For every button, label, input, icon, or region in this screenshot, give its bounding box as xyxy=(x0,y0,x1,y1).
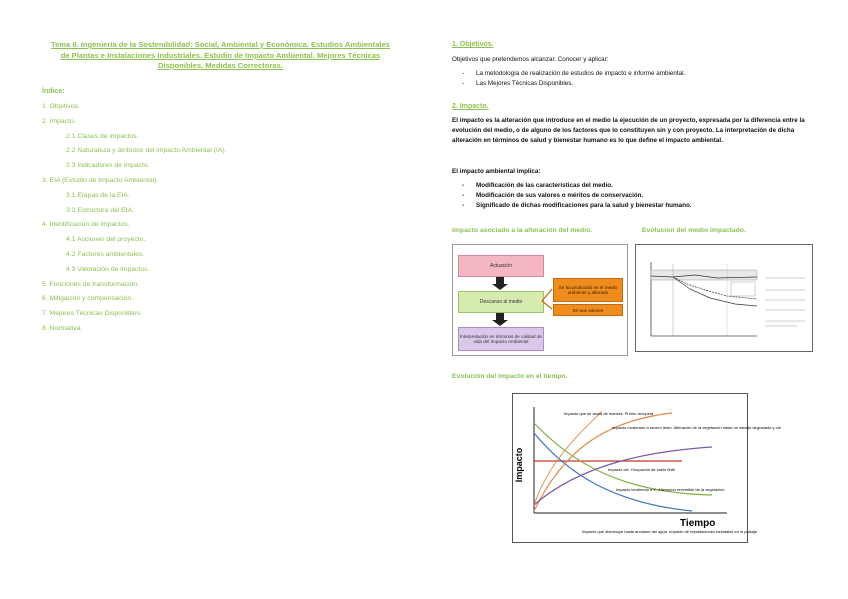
x-axis-label: Tiempo xyxy=(680,518,716,529)
curve-label: Impacto moderado a severo lento. Alteración de la vegetación hasta un estado degradado y cte xyxy=(612,425,781,430)
flow-orange-box-1: Se ha producido en el medio ambiente y alterado xyxy=(553,278,623,302)
toc-item: 3. EIA (Estudio de Impacto Ambiental). xyxy=(42,176,159,184)
figure-2-title: Evolución del medio impactado. xyxy=(642,227,746,234)
flow-orange-box-2: En sus valores xyxy=(553,304,623,316)
objetivos-intro: Objetivos que pretendemos alcanzar. Conocer y aplicar: xyxy=(452,56,609,63)
flow-descanso-box: Descanso al medio xyxy=(458,291,544,313)
curve-label: Impacto que se anula de manera. Pronto recupera xyxy=(564,411,654,416)
list-item: - Significado de dichas modificaciones para la salud y bienestar humano. xyxy=(476,201,836,211)
toc-item: 1. Objetivos. xyxy=(42,103,80,110)
toc-item: 4.3 Valoración de impactos. xyxy=(66,265,150,273)
toc-item: 2. Impacto. xyxy=(42,117,76,125)
list-item: - La metodología de realización de estudios de impacto e informe ambiental. xyxy=(476,69,836,79)
flow-interpretacion-box: Interpretación en términos de calidad de vida del Impacto Ambiental xyxy=(458,327,544,351)
toc-item: 5. Funciones de transformación. xyxy=(42,280,140,288)
list-item: - Las Mejores Técnicas Disponibles. xyxy=(476,79,836,89)
toc-item: 7. Mejores Técnicas Disponibles. xyxy=(42,310,142,318)
flow-actuacion-box: Actuación xyxy=(458,255,544,277)
impacto-implies-intro: El impacto ambiental implica: xyxy=(452,168,541,175)
toc-item: 4. Identificación de impactos. xyxy=(42,221,130,229)
toc-item: 8. Normativa. xyxy=(42,324,83,332)
toc-item: 6. Mitigación y compensación. xyxy=(42,295,134,303)
figure-3-title: Evolución del impacto en el tiempo. xyxy=(452,373,568,380)
evolution-medium-chart xyxy=(635,244,813,352)
list-item: - Modificación de las características del medio. xyxy=(476,181,836,191)
impacto-definition: El impacto es la alteración que introduce en el medio la ejecución de un proyecto, expresada por la diferencia entre la evolución del medio, o de alguno de los factores que lo constituyen sin y con proyecto. La interpretación de dicha alteración en términos de salud y bienestar humano es lo que define el impacto ambiental. xyxy=(452,117,805,144)
toc-item: 4.2 Factores ambientales. xyxy=(66,250,145,258)
document-title: Tema 6. Ingeniería de la Sostenibilidad: Social, Ambiental y Económica. Estudios Ambientales de Plantas e Instalaciones Industriales. Estudio de Impacto Ambiental. Mejores Técnicas Disponibles. Medidas Correctoras. xyxy=(51,40,390,70)
table-of-contents xyxy=(42,100,402,337)
impacto-implies-list xyxy=(452,181,836,211)
impact-time-chart xyxy=(512,393,781,543)
figure-1-title: Impacto asociado a la alteración del medio. xyxy=(452,227,593,234)
toc-item: 4.1 Acciones del proyecto. xyxy=(66,236,146,244)
toc-heading: Índice: xyxy=(42,88,65,95)
section-objetivos-heading: 1. Objetivos. xyxy=(452,41,494,48)
branch-arrow-icon xyxy=(542,285,554,315)
curve-label: Impacto que disminuye hasta anularse del agua. Impacto de repoblaciones forestales en el paisaje xyxy=(582,529,757,534)
toc-item: 2.1 Clases de impactos. xyxy=(66,132,139,140)
list-item: - Modificación de sus valores o méritos de conservación. xyxy=(476,191,836,201)
y-axis-label: Impacto xyxy=(514,447,524,483)
curve-label: Impacto cte. Ocupación de suelo fértil xyxy=(608,467,675,472)
objetivos-list xyxy=(452,69,836,89)
down-arrow-icon xyxy=(496,277,504,284)
toc-item: 3.1 Etapas de la EIA. xyxy=(66,191,130,199)
toc-item: 2.3 Indicadores de impacto. xyxy=(66,162,150,170)
toc-item: 2.2 Naturaleza y atributos del impacto Ambiental (IA). xyxy=(66,147,227,155)
curve-label: Impacto tendiendo a K. Alteración reversible de la vegetación xyxy=(616,487,725,492)
down-arrow-icon xyxy=(496,313,504,320)
toc-item: 3.2 Estructura del EIA. xyxy=(66,206,135,214)
section-impacto-heading: 2. Impacto. xyxy=(452,103,489,110)
flow-diagram xyxy=(452,244,628,356)
